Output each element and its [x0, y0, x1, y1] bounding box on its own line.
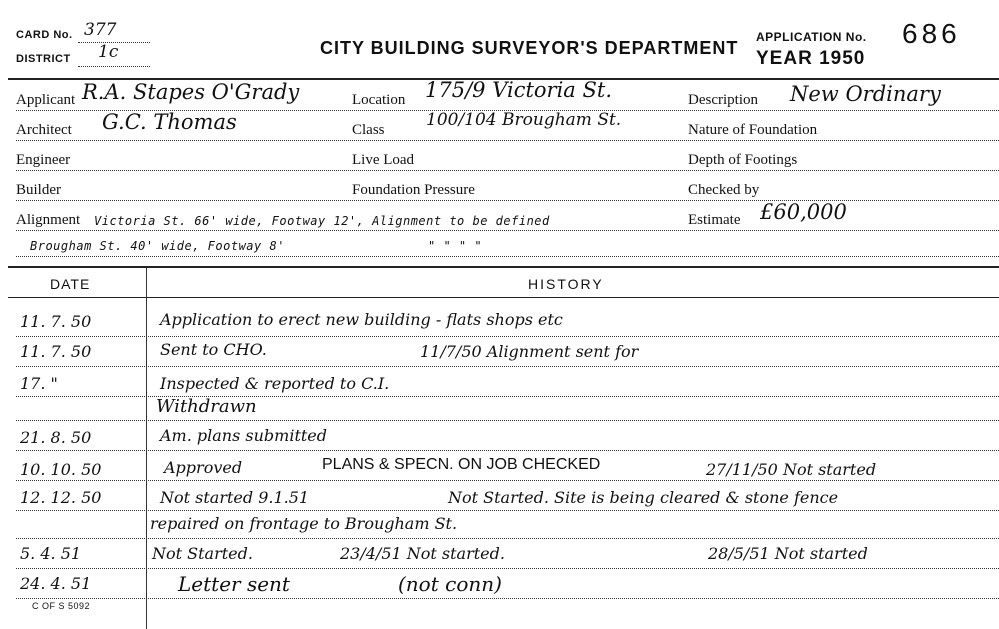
row-date: 10. 10. 50 — [20, 460, 102, 479]
row-history-note: 23/4/51 Not started. — [340, 544, 505, 563]
location-label: Location — [352, 92, 406, 108]
row-date: 17. " — [20, 374, 58, 393]
row-history: Inspected & reported to C.I. — [160, 374, 390, 393]
district-label: DISTRICT — [16, 53, 71, 65]
row-rule — [16, 450, 999, 451]
architect-value: G.C. Thomas — [102, 110, 237, 134]
table-row — [0, 514, 999, 540]
row-history: repaired on frontage to Brougham St. — [150, 514, 458, 533]
row-history-note: 28/5/51 Not started — [708, 544, 868, 563]
row-rule — [16, 336, 999, 337]
row-date: 12. 12. 50 — [20, 488, 102, 507]
nature-of-foundation-label: Nature of Foundation — [688, 122, 818, 138]
architect-label: Architect — [16, 122, 72, 138]
row-date: 21. 8. 50 — [20, 428, 92, 447]
live-load-label: Live Load — [352, 152, 415, 168]
row-history: Approved — [164, 458, 243, 477]
estimate-value: £60,000 — [760, 200, 847, 224]
row-history-note: Not Started. Site is being cleared & stone fence — [448, 488, 839, 507]
row-rule — [16, 598, 999, 599]
row-rule — [16, 420, 999, 421]
row-history: Not started 9.1.51 — [160, 488, 310, 507]
field-rule — [16, 256, 999, 257]
year-label: YEAR 1950 — [756, 48, 866, 69]
table-header-rule — [8, 297, 999, 298]
field-rule — [16, 170, 999, 171]
card-no-label: CARD No. — [16, 29, 73, 41]
field-rule — [16, 200, 999, 201]
field-rule — [16, 230, 999, 231]
row-history: Application to erect new building - flats shops etc — [160, 310, 563, 329]
application-no-value: 686 — [902, 18, 961, 49]
row-rule — [16, 366, 999, 367]
table-row — [0, 544, 999, 570]
row-date: 24. 4. 51 — [20, 574, 92, 593]
table-row — [0, 342, 999, 368]
applicant-value: R.A. Stapes O'Grady — [82, 80, 300, 104]
row-history: Not Started. — [152, 544, 253, 563]
history-column-header: HISTORY — [528, 276, 604, 292]
row-history: Letter sent — [178, 572, 290, 596]
department-title: CITY BUILDING SURVEYOR'S DEPARTMENT — [320, 38, 739, 58]
foundation-pressure-label: Foundation Pressure — [352, 182, 475, 198]
row-date: 11. 7. 50 — [20, 312, 92, 331]
field-rule — [16, 110, 999, 111]
alignment-label: Alignment — [16, 212, 81, 228]
location-value: 175/9 Victoria St. — [425, 78, 613, 102]
estimate-label: Estimate — [688, 212, 741, 228]
engineer-label: Engineer — [16, 152, 71, 168]
alignment-ditto-marks: " " " " — [428, 239, 483, 253]
depth-of-footings-label: Depth of Footings — [688, 152, 798, 168]
row-stamp: PLANS & SPECN. ON JOB CHECKED — [322, 456, 601, 473]
builder-label: Builder — [16, 182, 61, 198]
table-row — [0, 312, 999, 338]
row-history-note: 11/7/50 Alignment sent for — [420, 342, 639, 361]
row-rule — [16, 538, 999, 539]
alignment-line-1: Victoria St. 66' wide, Footway 12', Alignment to be defined — [94, 214, 550, 228]
fields-divider — [8, 266, 999, 268]
description-value: New Ordinary — [790, 82, 941, 106]
row-date: 11. 7. 50 — [20, 342, 92, 361]
description-label: Description — [688, 92, 758, 108]
row-history-note: 27/11/50 Not started — [706, 460, 877, 479]
row-rule — [16, 480, 999, 481]
row-date: 5. 4. 51 — [20, 544, 82, 563]
form-code: C OF S 5092 — [32, 601, 91, 611]
application-no-label: APPLICATION No. — [756, 30, 867, 44]
table-row — [0, 574, 999, 600]
class-value: 100/104 Brougham St. — [426, 110, 622, 130]
district-value: 1c — [98, 42, 119, 62]
row-history: Withdrawn — [156, 396, 257, 417]
class-label: Class — [352, 122, 385, 138]
row-history-note: (not conn) — [398, 572, 502, 596]
row-rule — [16, 568, 999, 569]
district-underline — [78, 66, 150, 67]
checked-by-label: Checked by — [688, 182, 760, 198]
row-history: Sent to CHO. — [160, 340, 267, 359]
date-column-header: DATE — [50, 276, 91, 292]
row-history: Am. plans submitted — [160, 426, 328, 445]
table-row — [0, 396, 999, 422]
field-rule — [16, 140, 999, 141]
applicant-label: Applicant — [16, 92, 76, 108]
row-rule — [16, 396, 999, 397]
card-no-value: 377 — [84, 20, 117, 40]
row-rule — [16, 510, 999, 511]
alignment-line-2: Brougham St. 40' wide, Footway 8' — [30, 239, 285, 253]
